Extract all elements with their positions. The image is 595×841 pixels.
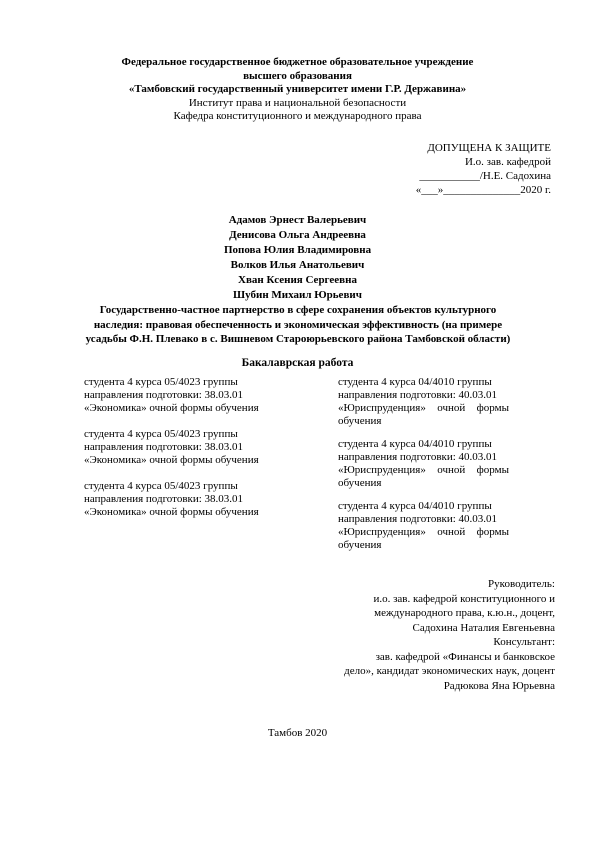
students-right-column — [338, 376, 509, 562]
student-info — [338, 376, 509, 428]
admission-role: И.о. зав. кафедрой — [464, 156, 551, 168]
program-word: очной — [437, 464, 466, 476]
student-direction: направления подготовки: 38.03.01 — [84, 389, 244, 401]
supervisor-name: Садохина Наталия Евгеньевна — [412, 621, 555, 634]
student-program: «Экономика» очной формы обучения — [84, 402, 259, 414]
student-course: студента 4 курса 05/4023 группы — [84, 428, 238, 440]
students-left-column — [84, 376, 284, 532]
topic-line-3: усадьбы Ф.Н. Плевако в с. Вишневом Староюрьевского района Тамбовской области) — [85, 333, 511, 345]
program-word: формы — [476, 402, 509, 414]
student-course: студента 4 курса 04/4010 группы — [338, 500, 492, 512]
student-direction: направления подготовки: 38.03.01 — [84, 493, 244, 505]
student-info — [84, 428, 284, 467]
authors-list — [60, 213, 535, 303]
program-word: очной — [437, 402, 466, 414]
student-course: студента 4 курса 04/4010 группы — [338, 376, 492, 388]
author-name: Хван Ксения Сергеевна — [238, 274, 357, 286]
student-program — [338, 402, 509, 415]
topic-line-2: наследия: правовая обеспеченность и экономическая эффективность (на примере — [93, 318, 503, 331]
university-header — [70, 56, 525, 124]
student-course: студента 4 курса 05/4023 группы — [84, 480, 238, 492]
student-info — [338, 500, 509, 552]
student-info — [84, 376, 284, 415]
student-program-end: обучения — [338, 477, 382, 489]
consultant-position-1: зав. кафедрой «Финансы и банковское — [375, 650, 555, 663]
consultant-position-2: дело», кандидат экономических наук, доцент — [344, 665, 555, 677]
student-direction: направления подготовки: 40.03.01 — [338, 389, 498, 401]
program-word: «Юриспруденция» — [338, 526, 426, 538]
consultant-title: Консультант: — [493, 636, 555, 648]
program-word: очной — [437, 526, 466, 538]
admission-signature: ___________/Н.Е. Садохина — [419, 170, 551, 182]
student-program — [338, 526, 509, 539]
student-course: студента 4 курса 05/4023 группы — [84, 376, 238, 388]
city-year: Тамбов 2020 — [267, 727, 328, 739]
student-course: студента 4 курса 04/4010 группы — [338, 438, 492, 450]
consultant-name: Радюкова Яна Юрьевна — [443, 679, 555, 692]
supervisors-block — [275, 577, 555, 693]
student-program-end: обучения — [338, 415, 382, 427]
student-direction: направления подготовки: 38.03.01 — [84, 441, 244, 453]
author-name: Адамов Эрнест Валерьевич — [228, 214, 367, 226]
header-line-2: высшего образования — [243, 69, 352, 82]
student-program: «Экономика» очной формы обучения — [84, 506, 259, 518]
student-direction: направления подготовки: 40.03.01 — [338, 451, 498, 463]
supervisor-position-2: международного права, к.ю.н., доцент, — [374, 607, 555, 619]
header-line-1: Федеральное государственное бюджетное образовательное учреждение — [121, 56, 474, 68]
admission-date: «___»______________2020 г. — [415, 184, 551, 196]
header-line-3: «Тамбовский государственный университет имени Г.Р. Державина» — [128, 83, 467, 95]
student-program: «Экономика» очной формы обучения — [84, 454, 259, 466]
author-name: Попова Юлия Владимировна — [223, 244, 372, 256]
author-name: Шубин Михаил Юрьевич — [233, 289, 362, 301]
student-program — [338, 464, 509, 477]
admission-block — [351, 141, 551, 197]
program-word: «Юриспруденция» — [338, 464, 426, 476]
institute-name: Институт права и национальной безопасности — [188, 96, 407, 109]
supervisor-title: Руководитель: — [488, 578, 555, 590]
program-word: формы — [476, 464, 509, 476]
department-name: Кафедра конституционного и международного права — [173, 110, 422, 122]
topic-line-1: Государственно-частное партнерство в сфере сохранения объектов культурного — [99, 304, 497, 316]
student-info — [338, 438, 509, 490]
student-direction: направления подготовки: 40.03.01 — [338, 513, 498, 525]
student-program-end: обучения — [338, 539, 382, 551]
student-info — [84, 480, 284, 519]
author-name: Денисова Ольга Андреевна — [229, 229, 366, 241]
admission-title: ДОПУЩЕНА К ЗАЩИТЕ — [427, 142, 551, 154]
thesis-topic — [78, 303, 518, 347]
author-name: Волков Илья Анатольевич — [230, 259, 365, 271]
program-word: «Юриспруденция» — [338, 402, 426, 414]
supervisor-position-1: и.о. зав. кафедрой конституционного и — [373, 592, 555, 605]
program-word: формы — [476, 526, 509, 538]
work-type: Бакалаврская работа — [241, 357, 354, 369]
